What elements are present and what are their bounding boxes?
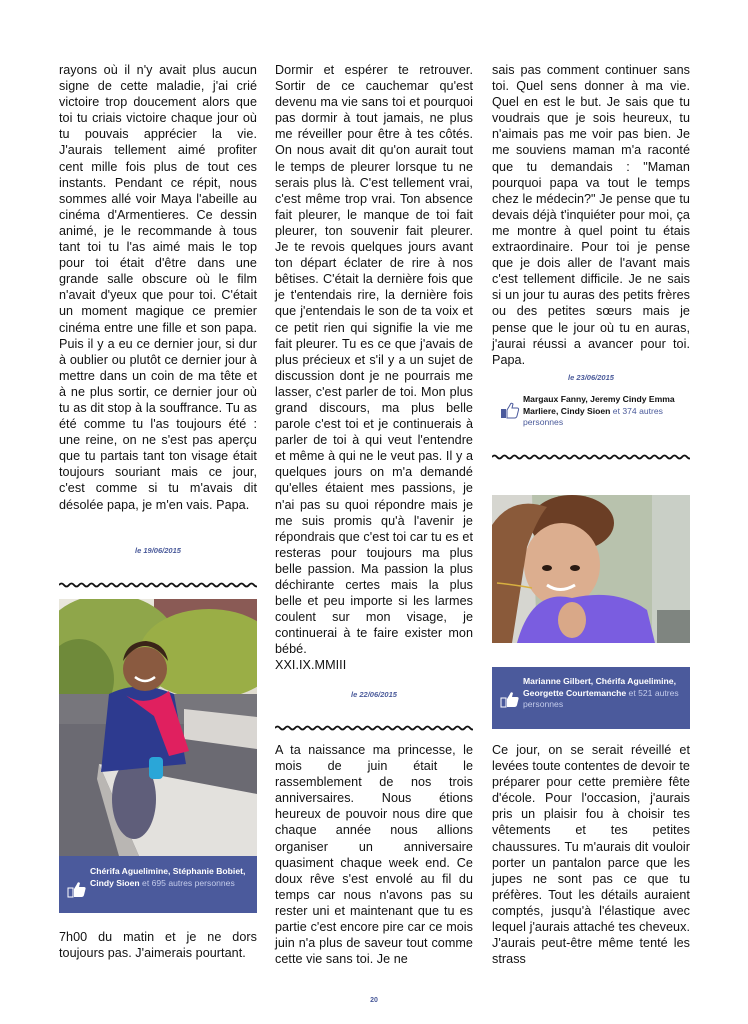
like-box bbox=[59, 856, 257, 913]
column-3-continued bbox=[492, 742, 690, 967]
page-number: 20 bbox=[370, 997, 378, 1004]
article-text: 7h00 du matin et je ne dors toujours pas. J'aimerais pourtant. bbox=[59, 930, 257, 961]
like-names[interactable]: Chérifa Aguelimine, Stéphanie Bobiet, Cindy Sioen bbox=[90, 866, 246, 888]
like-count[interactable]: et 374 autres personnes bbox=[523, 405, 663, 427]
like-box bbox=[492, 394, 690, 434]
column-2 bbox=[275, 62, 473, 674]
post-date: le 23/06/2015 bbox=[568, 373, 614, 382]
article-text: Dormir et espérer te retrouver. Sortir de ce cauchemar qu'est devenu ma vie sans toi et pourquoi pas dormir à tout jamais, ne plus me réveiller pour être à tes côtés. On nous avait dit qu'on aurait tout le temps de pleurer lorsque tu ne serais plus là. C'est tellement vrai, c'est même trop vrai. Ton absence fait pleurer, le manque de toi fait pleurer, ton souvenir fait pleurer. Je te revois quelques jours avant ton départ éclater de rire à nos bêtises. C'était la dernière fois que je t'entendais rire, la dernière fois que j'entendais le son de ta voix et ce petit rien qui signifie la vie me fait pleurer. Tu es ce que j'avais de plus précieux et s'il y a un sujet de discussion dont je ne pourrais me lasser, c'est parler de toi. Mon plus grand discours, ma plus belle parole c'est toi et je continuerais à parler de toi à qui veut l'entendre et même à qui ne le veut pas. Il y a quelques jours on m'a demandé qu'elles étaient mes passions, je n'ai pas su quoi répondre mais je me suis promis qu'à l'avenir je répondrais que c'est toi car tu es et resteras pour toujours ma plus belle passion. Ma passion la plus déchirante certes mais la plus belle et peu importe si les larmes coulent sur mon visage, je continuerai à te faire exister mon bébé. bbox=[275, 63, 473, 657]
article-text: A ta naissance ma princesse, le mois de juin était le rassemblement de nos trois anniversaires. Nous étions heureux de pouvoir nous dire que chaque année nous allions organiser un anniversaire quasiment chaque week end. Ce doux rêve s'est envolé au fil du temps car nous n'avons pas su rester uni et maintenant que tu es partie c'est encore pire car ce mois juin n'a plus de saveur tout comme cette vie sans toi. Je ne bbox=[275, 743, 473, 967]
thumbs-up-icon[interactable] bbox=[500, 402, 520, 423]
photo-toddler bbox=[492, 495, 690, 643]
column-1 bbox=[59, 62, 257, 513]
like-box bbox=[492, 667, 690, 729]
wavy-divider bbox=[492, 453, 690, 461]
photo-girl-bench bbox=[59, 599, 257, 856]
article-text: Ce jour, on se serait réveillé et levées toute contentes de devoir te préparer pour cette première fête d'école. Pour l'occasion, j'aurais pris un plaisir fou à choisir tes vêtements et tes petites chaussures. Tu m'aurais dit vouloir porter un pantalon parce que les jupes ne sont pas ce que tu préfères. Tout les détails auraient comptés, jusqu'à l'élastique avec lequel j'aurais attaché tes cheveux. J'aurais peut-être même tenté les strass bbox=[492, 743, 690, 967]
column-3 bbox=[492, 62, 690, 368]
article-text: sais pas comment continuer sans toi. Quel sens donner à ma vie. Quel en est le but. Je sais que tu voudrais que je sois heureux, tu n'aimais pas me voir pas bien. Je me souviens maman m'a raconté que tu demandais : "Maman pourquoi papa va tout le temps chez le médecin?" Je pense que tu devais déjà t'inquiéter pour moi, ça me montre à quel point tu étais extraordinaire. Pour toi je pense que je dois aller de l'avant mais c'est tellement difficile. Je ne sais si un jour tu auras des petits frères ou des petites sœurs mais je pense que le jour où tu en auras, j'aurai réussi a avancer pour toi. Papa. bbox=[492, 63, 690, 367]
like-names[interactable]: Margaux Fanny, Jeremy Cindy Emma Marliere, Cindy Sioen bbox=[523, 394, 675, 416]
column-1-continued bbox=[59, 929, 257, 961]
wavy-divider bbox=[59, 581, 257, 589]
post-date: le 19/06/2015 bbox=[135, 546, 181, 555]
post-date: le 22/06/2015 bbox=[351, 690, 397, 699]
thumbs-up-icon[interactable] bbox=[500, 691, 520, 712]
like-names[interactable]: Marianne Gilbert, Chérifa Aguelimine, Georgette Courtemanche bbox=[523, 676, 676, 698]
thumbs-up-icon[interactable] bbox=[67, 881, 87, 902]
wavy-divider bbox=[275, 724, 473, 732]
like-count[interactable]: et 521 autres personnes bbox=[523, 687, 679, 709]
signature: XXI.IX.MMIII bbox=[275, 658, 347, 673]
column-2-continued bbox=[275, 742, 473, 967]
like-count[interactable]: et 695 autres personnes bbox=[139, 877, 235, 888]
article-text: rayons où il n'y avait plus aucun signe de cette maladie, j'ai crié victoire trop doucement alors que toi tu criais victoire chaque jour où tu pouvais apprécier la vie. J'aurais tellement aimé profiter cent mille fois plus de tout ces instants. Pendant ce répit, nous sommes allé voir Maya l'abeille au cinéma d'Armentieres. Ce dessin animé, je le recommande à tous tant toi tu l'as aimé mais le top pour toi était d'être dans une grande salle obscure où le film n'avait d'yeux que pour toi. C'était un moment magique ce premier cinéma entre une fille et son papa. Puis il y a eu ce dernier jour, si dur à oublier ou plutôt ce dernier jour à mettre dans un coin de ma tête et à ne plus sortir, ce dernier jour où tu as dit stop à la souffrance. Tu as été comme tu l'as toujours été : une reine, on ne s'est pas aperçu que tu partais tant ton visage était toujours souriant mais ce jour, c'est comme si tu m'avais dit désolée papa, je m'en vais. Papa. bbox=[59, 63, 257, 512]
